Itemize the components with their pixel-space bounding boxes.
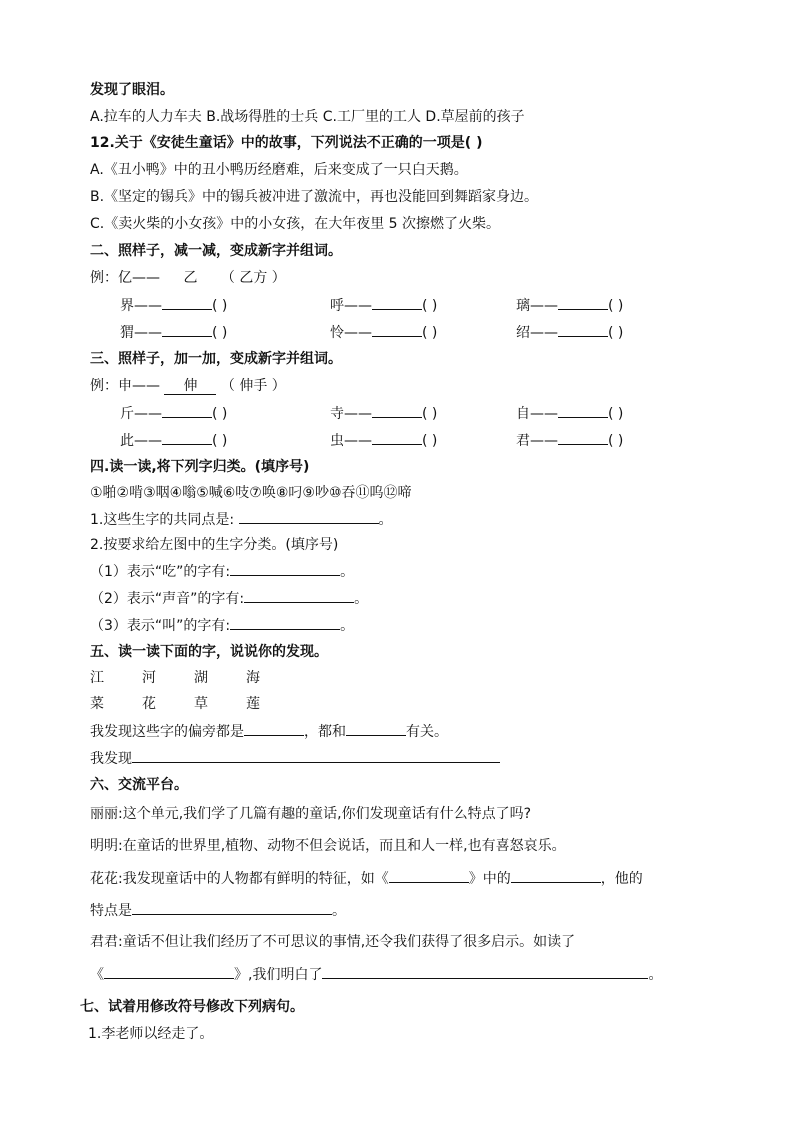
char: 江 [90,670,104,686]
question-text: （1）表示“吃”的字有: [90,564,231,580]
answer-blank[interactable] [230,615,340,630]
answer-blank[interactable] [132,900,332,915]
char: 河 [142,670,156,686]
answer-blank[interactable] [104,964,234,979]
answer-blank[interactable] [346,721,406,736]
s5-char-row-1 [90,668,298,688]
answer-blank[interactable] [372,403,422,418]
s3-item-3 [516,403,623,424]
char: 海 [246,670,260,686]
s4-sub-1 [90,561,354,582]
text: 。 [332,903,346,919]
q12-option-b: B.《坚定的锡兵》中的锡兵被冲进了激流中，再也没能回到舞蹈家身边。 [90,189,539,205]
s5-char-row-2 [90,694,298,714]
item-char: 呼—— [330,298,372,314]
example-prefix: 例：申—— [90,378,160,394]
answer-blank[interactable] [558,403,608,418]
s2-item-5 [330,322,437,343]
s3-item-1 [120,403,227,424]
example-word: （ 伸手 ） [220,378,286,394]
section4-chars: ①啪②啃③咽④嗡⑤喊⑥吱⑦唤⑧叼⑨吵⑩吞⑪呜⑫啼 [90,485,412,501]
s2-item-2 [330,295,437,316]
s3-item-4 [120,430,227,451]
char: 花 [142,696,156,712]
item-char: 璃—— [516,298,558,314]
answer-blank[interactable] [372,295,422,310]
s5-discovery-1 [90,721,448,742]
word-paren[interactable]: ( ) [422,325,438,341]
text: 》中的 [468,871,511,887]
char: 莲 [246,696,260,712]
period: 。 [378,512,393,528]
example-prefix: 例：亿—— [90,270,160,286]
period: 。 [354,591,369,607]
example-word: （ 乙方 ） [220,270,286,286]
section7-title: 七、试着用修改符号修改下列病句。 [80,999,304,1015]
item-char: 怜—— [330,325,372,341]
word-paren[interactable]: ( ) [422,298,438,314]
s3-item-5 [330,430,437,451]
period: 。 [340,564,355,580]
s2-item-6 [516,322,623,343]
answer-blank[interactable] [162,430,212,445]
item-char: 绍—— [516,325,558,341]
s4-sub-3 [90,615,354,636]
word-paren[interactable]: ( ) [422,433,438,449]
section5-title: 五、读一读下面的字，说说你的发现。 [90,644,328,660]
answer-blank[interactable] [322,964,648,979]
s2-item-1 [120,295,227,316]
text: ，都和 [304,724,346,740]
word-paren[interactable]: ( ) [212,406,228,422]
period: 。 [340,618,355,634]
s6-huahua-cont [90,900,346,921]
answer-blank[interactable] [558,430,608,445]
s6-junjun: 君君:童话不但让我们经历了不可思议的事情,还令我们获得了很多启示。如读了 [90,934,576,950]
char: 草 [194,696,208,712]
s4-sub-2 [90,588,368,609]
item-char: 斤—— [120,406,162,422]
q11-tail: 发现了眼泪。 [90,82,174,98]
item-char: 猬—— [120,325,162,341]
item-char: 虫—— [330,433,372,449]
answer-blank[interactable] [239,509,379,524]
s3-item-2 [330,403,437,424]
example-char: 伸 [164,379,216,395]
s4-question-2: 2.按要求给左图中的生字分类。(填序号) [90,537,339,553]
text: ，他的 [600,871,643,887]
answer-blank[interactable] [132,748,500,763]
s6-mingming: 明明:在童话的世界里,植物、动物不但会说话，而且和人一样,也有喜怒哀乐。 [90,838,566,854]
text: 有关。 [406,724,448,740]
item-char: 寺—— [330,406,372,422]
answer-blank[interactable] [162,403,212,418]
text: 我发现 [90,751,132,767]
word-paren[interactable]: ( ) [212,433,228,449]
item-char: 界—— [120,298,162,314]
q12-option-c: C.《卖火柴的小女孩》中的小女孩，在大年夜里 5 次擦燃了火柴。 [90,216,501,232]
text: 》,我们明白了 [234,967,323,983]
word-paren[interactable]: ( ) [608,298,624,314]
text: 《 [90,967,104,983]
item-char: 自—— [516,406,558,422]
question-text: （2）表示“声音”的字有: [90,591,245,607]
char: 菜 [90,696,104,712]
answer-blank[interactable] [162,322,212,337]
char: 湖 [194,670,208,686]
section2-title: 二、照样子，减一减，变成新字并组词。 [90,243,342,259]
answer-blank[interactable] [389,868,469,883]
word-paren[interactable]: ( ) [608,433,624,449]
q12-option-a: A.《丑小鸭》中的丑小鸭历经磨难，后来变成了一只白天鹅。 [90,162,468,178]
section3-title: 三、照样子，加一加，变成新字并组词。 [90,351,342,367]
section4-title: 四.读一读,将下列字归类。(填序号) [90,459,310,475]
answer-blank[interactable] [511,868,601,883]
word-paren[interactable]: ( ) [608,406,624,422]
s6-lili: 丽丽:这个单元,我们学了几篇有趣的童话,你们发现童话有什么特点了吗? [90,806,532,822]
answer-blank[interactable] [244,588,354,603]
answer-blank[interactable] [372,322,422,337]
word-paren[interactable]: ( ) [212,325,228,341]
answer-blank[interactable] [162,295,212,310]
text: 花花:我发现童话中的人物都有鲜明的特征，如《 [90,871,389,887]
answer-blank[interactable] [230,561,340,576]
word-paren[interactable]: ( ) [422,406,438,422]
s2-item-3 [516,295,623,316]
word-paren[interactable]: ( ) [608,325,624,341]
word-paren[interactable]: ( ) [212,298,228,314]
q11-options: A.拉车的人力车夫 B.战场得胜的士兵 C.工厂里的工人 D.草屋前的孩子 [90,109,525,125]
q12-title: 12.关于《安徒生童话》中的故事，下列说法不正确的一项是( ) [90,135,483,151]
text: 我发现这些字的偏旁都是 [90,724,244,740]
section2-example [90,268,286,288]
section6-title: 六、交流平台。 [90,777,188,793]
s4-question-1 [90,509,393,530]
item-char: 君—— [516,433,558,449]
text: 。 [648,967,663,983]
s2-item-4 [120,322,227,343]
question-text: 1.这些生字的共同点是: [90,512,235,528]
text: 特点是 [90,903,132,919]
question-text: （3）表示“叫”的字有: [90,618,231,634]
example-char: 乙 [183,270,198,286]
answer-blank[interactable] [372,430,422,445]
s3-item-6 [516,430,623,451]
section3-example [90,376,286,396]
s6-huahua [90,868,643,889]
s6-junjun-cont [90,964,662,985]
answer-blank[interactable] [244,721,304,736]
answer-blank[interactable] [558,322,608,337]
s7-question-1: 1.李老师以经走了。 [88,1026,214,1042]
answer-blank[interactable] [558,295,608,310]
s5-discovery-2 [90,748,500,769]
item-char: 此—— [120,433,162,449]
